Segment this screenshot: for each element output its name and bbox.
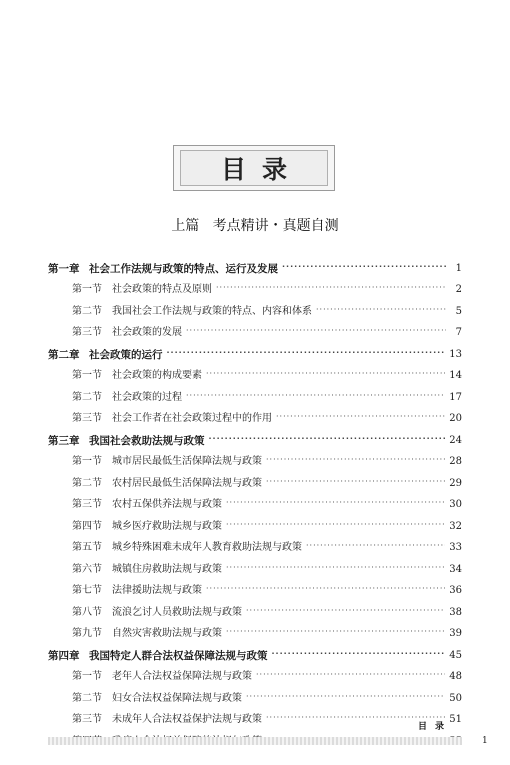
toc-entry-number: 第七节 bbox=[72, 585, 102, 596]
toc-entry-page: 5 bbox=[455, 305, 462, 317]
toc-entry-title: 我国特定人群合法权益保障法规与政策 bbox=[89, 649, 268, 662]
toc-entry-page: 45 bbox=[449, 649, 462, 661]
toc-leader-dots bbox=[266, 475, 445, 489]
toc-section-entry bbox=[48, 620, 462, 642]
toc-entry-number: 第四章 bbox=[48, 649, 80, 662]
toc-section-entry bbox=[48, 448, 462, 470]
toc-leader-dots bbox=[226, 625, 445, 639]
toc-title-frame bbox=[180, 150, 328, 186]
toc-leader-dots bbox=[256, 668, 445, 682]
toc-entry-title: 社会政策的过程 bbox=[112, 391, 182, 403]
toc-entry-number: 第二章 bbox=[48, 348, 80, 361]
toc-entry-title: 流浪乞讨人员救助法规与政策 bbox=[112, 606, 242, 618]
toc-leader-dots bbox=[226, 561, 445, 575]
toc-chapter-entry bbox=[48, 340, 462, 362]
toc-entry-title: 农村五保供养法规与政策 bbox=[112, 499, 222, 510]
toc-section-entry bbox=[48, 276, 462, 298]
toc-leader-dots bbox=[186, 389, 445, 403]
toc-section-entry bbox=[48, 297, 462, 319]
toc-entry-page: 14 bbox=[449, 370, 462, 381]
toc-section-entry bbox=[48, 598, 462, 620]
toc-leader-dots bbox=[266, 453, 445, 467]
toc-entry-page: 28 bbox=[449, 456, 462, 467]
toc-entry-page: 39 bbox=[449, 628, 462, 639]
toc-entry-title: 农村居民最低生活保障法规与政策 bbox=[112, 477, 262, 489]
toc-entry-number: 第一节 bbox=[72, 671, 102, 682]
toc-entry-number: 第五节 bbox=[72, 542, 102, 553]
toc-entry-number: 第九节 bbox=[72, 628, 102, 639]
toc-entry-number: 第一节 bbox=[72, 456, 102, 467]
toc-section-entry bbox=[48, 512, 462, 534]
toc-entry-page: 20 bbox=[449, 413, 462, 424]
toc-leader-dots bbox=[209, 432, 446, 446]
toc-section-entry bbox=[48, 555, 462, 577]
toc-section-entry bbox=[48, 469, 462, 491]
toc-entry-title: 社会工作者在社会政策过程中的作用 bbox=[112, 413, 272, 424]
toc-section-entry bbox=[48, 706, 462, 728]
toc-leader-dots bbox=[246, 690, 445, 704]
toc-entry-title: 妇女合法权益保障法规与政策 bbox=[112, 692, 242, 704]
toc-title-box bbox=[173, 145, 335, 191]
toc-entry-page: 1 bbox=[455, 262, 462, 274]
toc-entry-number: 第一节 bbox=[72, 284, 102, 295]
toc-entry-title: 老年人合法权益保障法规与政策 bbox=[112, 671, 252, 682]
toc-leader-dots bbox=[226, 496, 445, 510]
toc-title: 目录 bbox=[220, 155, 303, 184]
toc-section-entry bbox=[48, 684, 462, 706]
toc-entry-number: 第二节 bbox=[72, 692, 102, 704]
toc-entry-page: 2 bbox=[455, 284, 462, 295]
toc-entry-title: 社会工作法规与政策的特点、运行及发展 bbox=[89, 262, 278, 275]
toc-entry-page: 17 bbox=[449, 391, 462, 403]
toc-section-entry bbox=[48, 405, 462, 427]
part-title: 上篇 考点精讲・真题自测 bbox=[171, 218, 339, 234]
toc-entry-page: 29 bbox=[449, 477, 462, 489]
toc-entry-number: 第八节 bbox=[72, 606, 102, 618]
toc-entry-page: 34 bbox=[449, 563, 462, 575]
toc-entry-page: 32 bbox=[449, 520, 462, 532]
page-number: 1 bbox=[482, 736, 488, 746]
toc-entry-number: 第三节 bbox=[72, 413, 102, 424]
toc-entry-page: 36 bbox=[449, 585, 462, 596]
toc-entry-title: 城市居民最低生活保障法规与政策 bbox=[112, 456, 262, 467]
toc-section-entry bbox=[48, 534, 462, 556]
toc-leader-dots bbox=[276, 410, 445, 424]
toc-entry-number: 第三节 bbox=[72, 327, 102, 338]
toc-leader-dots bbox=[167, 346, 446, 360]
toc-entry-title: 城乡特殊困难未成年人教育救助法规与政策 bbox=[112, 542, 302, 553]
toc-leader-dots bbox=[226, 518, 445, 532]
toc-entry-number: 第三章 bbox=[48, 434, 80, 447]
toc-leader-dots bbox=[306, 539, 445, 553]
toc-chapter-entry bbox=[48, 426, 462, 448]
toc-leader-dots bbox=[316, 303, 446, 317]
toc-entry-page: 33 bbox=[449, 542, 462, 553]
toc-entry-number: 第二节 bbox=[72, 305, 102, 317]
toc-entry-page: 51 bbox=[449, 714, 462, 725]
toc-leader-dots bbox=[206, 582, 445, 596]
toc-section-entry bbox=[48, 383, 462, 405]
toc-entry-page: 48 bbox=[449, 671, 462, 682]
toc-leader-dots bbox=[186, 324, 446, 338]
toc-entry-number: 第四节 bbox=[72, 520, 102, 532]
toc-leader-dots bbox=[282, 260, 446, 274]
toc-leader-dots bbox=[272, 647, 446, 661]
footer-label: 目录 bbox=[418, 722, 453, 732]
toc-entry-number: 第一章 bbox=[48, 262, 80, 275]
toc-section-entry bbox=[48, 319, 462, 341]
toc-leader-dots bbox=[206, 367, 445, 381]
toc-section-entry bbox=[48, 577, 462, 599]
toc-entry-number: 第二节 bbox=[72, 477, 102, 489]
toc-entry-number: 第一节 bbox=[72, 370, 102, 381]
toc-chapter-entry bbox=[48, 254, 462, 276]
toc-chapter-entry bbox=[48, 641, 462, 663]
toc-entry-title: 社会政策的运行 bbox=[89, 348, 163, 361]
toc-entry-title: 社会政策的构成要素 bbox=[112, 370, 202, 381]
toc-entry-page: 30 bbox=[449, 499, 462, 510]
table-of-contents bbox=[48, 254, 462, 749]
toc-entry-page: 24 bbox=[449, 434, 462, 446]
toc-entry-number: 第二节 bbox=[72, 391, 102, 403]
toc-entry-title: 我国社会救助法规与政策 bbox=[89, 434, 205, 447]
toc-section-entry bbox=[48, 362, 462, 384]
toc-entry-title: 未成年人合法权益保护法规与政策 bbox=[112, 714, 262, 725]
toc-entry-page: 13 bbox=[449, 348, 462, 360]
toc-entry-number: 第三节 bbox=[72, 499, 102, 510]
toc-entry-page: 38 bbox=[449, 606, 462, 618]
toc-entry-page: 50 bbox=[449, 692, 462, 704]
toc-leader-dots bbox=[246, 604, 445, 618]
toc-entry-page: 7 bbox=[455, 327, 462, 338]
toc-leader-dots bbox=[216, 281, 446, 295]
toc-entry-title: 社会政策的特点及原则 bbox=[112, 284, 212, 295]
toc-entry-number: 第三节 bbox=[72, 714, 102, 725]
toc-entry-title: 城乡医疗救助法规与政策 bbox=[112, 520, 222, 532]
toc-entry-title: 城镇住房救助法规与政策 bbox=[112, 563, 222, 575]
footer-bar bbox=[48, 737, 462, 745]
toc-entry-title: 法律援助法规与政策 bbox=[112, 585, 202, 596]
toc-entry-title: 我国社会工作法规与政策的特点、内容和体系 bbox=[112, 305, 312, 317]
toc-entry-title: 自然灾害救助法规与政策 bbox=[112, 628, 222, 639]
toc-section-entry bbox=[48, 491, 462, 513]
toc-entry-title: 社会政策的发展 bbox=[112, 327, 182, 338]
toc-section-entry bbox=[48, 663, 462, 685]
toc-entry-number: 第六节 bbox=[72, 563, 102, 575]
